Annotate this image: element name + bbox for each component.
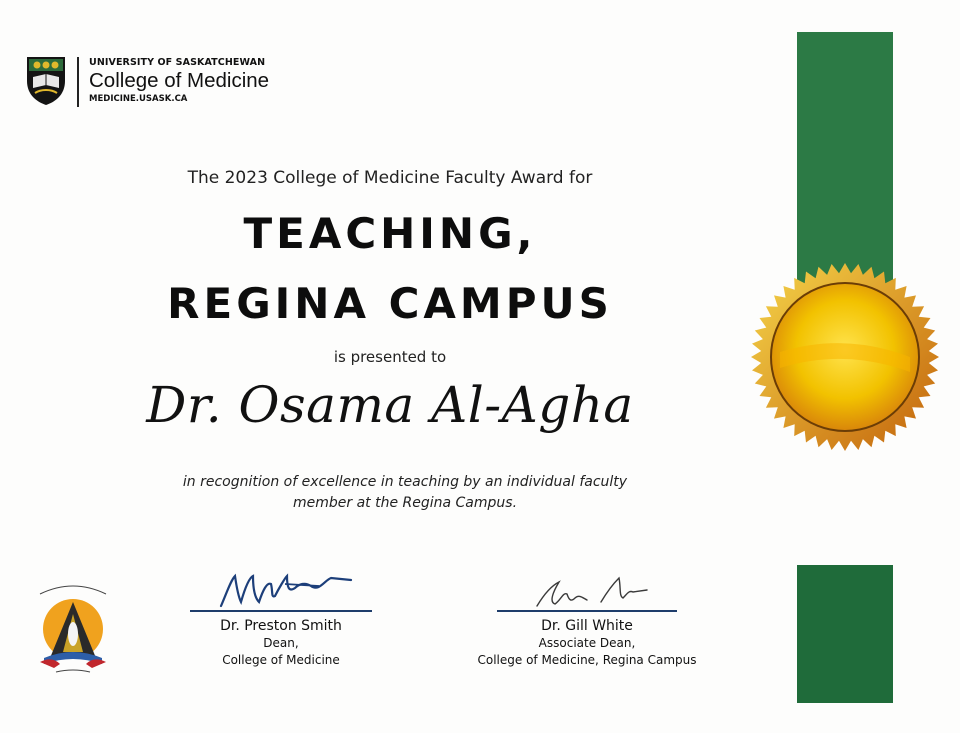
associate-dean-name: Dr. Gill White — [541, 618, 633, 634]
college-website: MEDICINE.USASK.CA — [89, 94, 188, 104]
university-crest-icon — [25, 55, 67, 107]
tipi-emblem-icon — [30, 574, 116, 678]
signature-associate-dean — [452, 562, 722, 669]
award-intro: The 2023 College of Medicine Faculty Award for — [187, 168, 593, 188]
ribbon-top — [797, 32, 893, 292]
associate-dean-title: Associate Dean, — [538, 636, 636, 650]
ribbon-bottom — [797, 565, 893, 703]
dean-name: Dr. Preston Smith — [220, 618, 342, 634]
dean-title: Dean, — [263, 636, 299, 650]
dean-college: College of Medicine — [222, 653, 340, 667]
header-divider — [77, 57, 79, 107]
dean-signature-icon — [201, 562, 361, 610]
associate-dean-signature-icon — [497, 562, 677, 610]
university-name: UNIVERSITY OF SASKATCHEWAN — [89, 57, 266, 68]
signature-line — [190, 610, 372, 612]
award-title-line1: TEACHING, — [243, 209, 537, 258]
college-header — [25, 55, 269, 111]
recipient-name: Dr. Osama Al-Agha — [146, 376, 634, 434]
recognition-text: in recognition of excellence in teaching by an individual faculty member at the Regina Campus. — [182, 474, 628, 511]
associate-dean-college: College of Medicine, Regina Campus — [477, 653, 697, 667]
header-text — [89, 55, 269, 104]
signature-dean — [190, 562, 372, 669]
gold-seal-icon — [750, 262, 940, 452]
college-name: College of Medicine — [89, 69, 270, 92]
signature-line — [497, 610, 677, 612]
presented-to: is presented to — [333, 348, 447, 366]
award-title-line2: REGINA CAMPUS — [167, 279, 613, 328]
